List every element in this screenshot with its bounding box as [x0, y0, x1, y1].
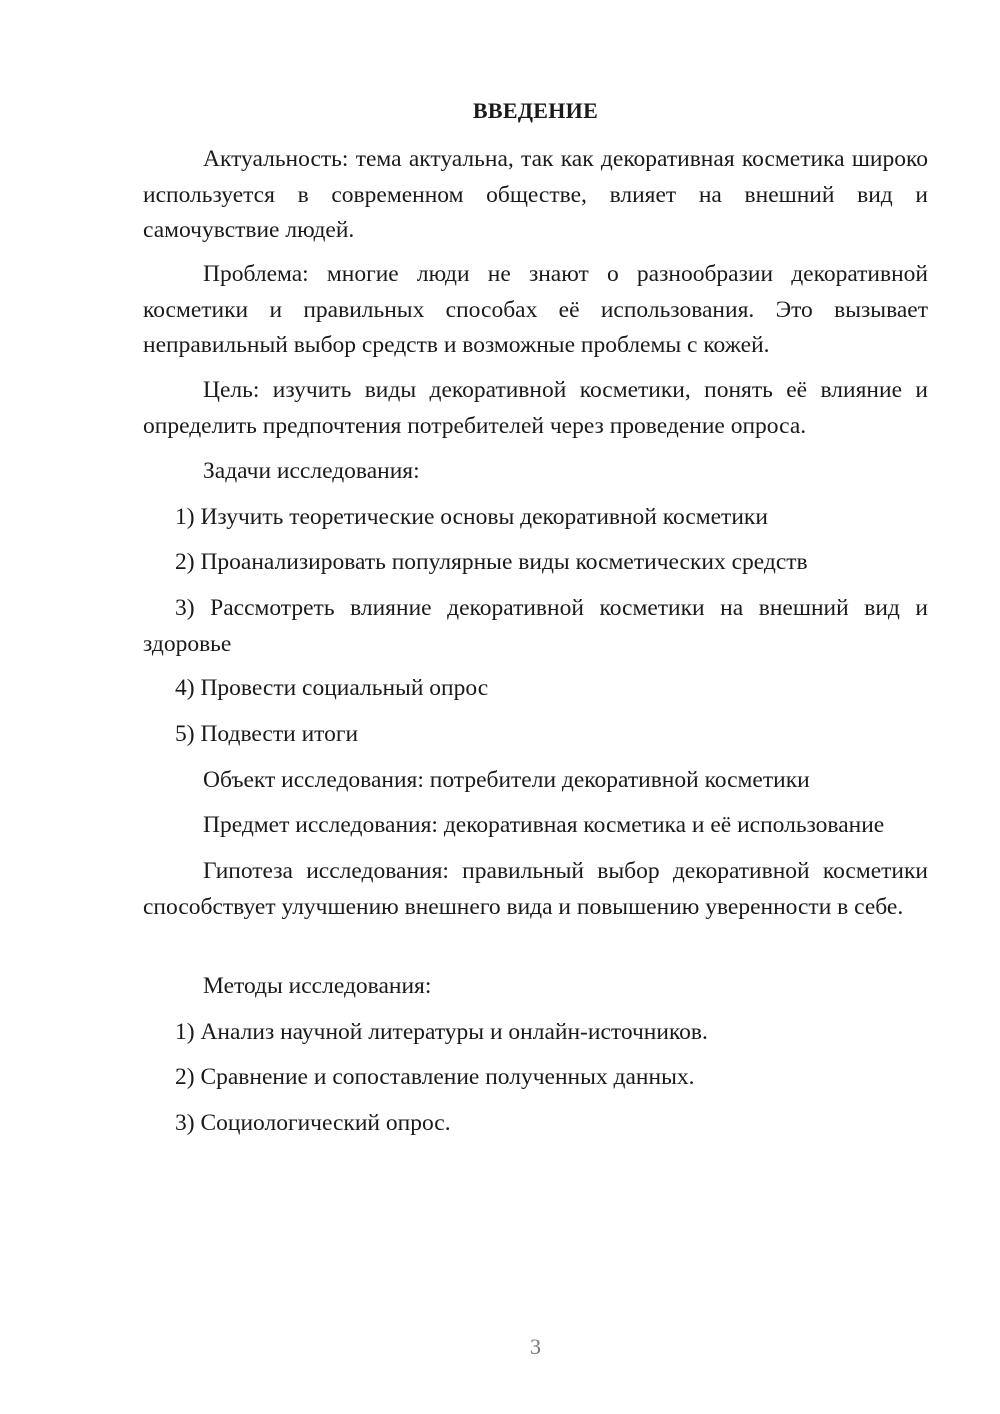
task-item-2: 2) Проанализировать популярные виды косметических средств — [175, 549, 808, 575]
goal-paragraph: Цель: изучить виды декоративной косметики, понять её влияние и определить предпочтения потребителей через проведение опроса. — [143, 377, 928, 439]
section-title: ВВЕДЕНИЕ — [472, 98, 599, 123]
methods-heading: Методы исследования: — [203, 973, 432, 999]
task-item-4: 4) Провести социальный опрос — [175, 675, 489, 701]
document-page — [143, 0, 928, 1414]
problem-paragraph: Проблема: многие люди не знают о разнообразии декоративной косметики и правильных способах её использования. Это вызывает неправильный выбор средств и возможные проблемы с кожей. — [143, 261, 928, 358]
method-item-1: 1) Анализ научной литературы и онлайн-источников. — [175, 1019, 708, 1045]
page-number: 3 — [530, 1334, 541, 1359]
subject-paragraph: Предмет исследования: декоративная косметика и её использование — [203, 812, 885, 838]
task-item-5: 5) Подвести итоги — [175, 721, 359, 747]
task-item-3: 3) Рассмотреть влияние декоративной косметики на внешний вид и здоровье — [143, 595, 928, 657]
object-paragraph: Объект исследования: потребители декоративной косметики — [203, 767, 810, 793]
method-item-3: 3) Социологический опрос. — [175, 1110, 451, 1136]
task-item-1: 1) Изучить теоретические основы декоративной косметики — [175, 504, 768, 530]
method-item-2: 2) Сравнение и сопоставление полученных данных. — [175, 1064, 695, 1090]
relevance-paragraph: Актуальность: тема актуальна, так как декоративная косметика широко используется в современном обществе, влияет на внешний вид и самочувствие людей. — [143, 146, 928, 243]
tasks-heading: Задачи исследования: — [203, 458, 420, 484]
hypothesis-paragraph: Гипотеза исследования: правильный выбор декоративной косметики способствует улучшению внешнего вида и повышению уверенности в себе. — [143, 858, 928, 920]
